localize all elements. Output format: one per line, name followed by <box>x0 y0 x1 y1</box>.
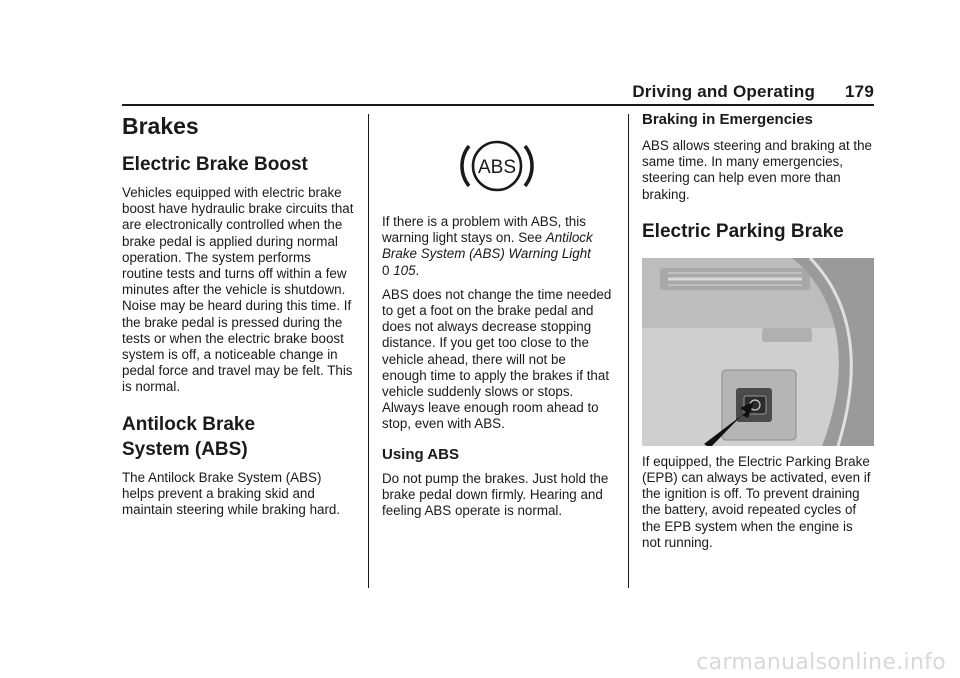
heading-electric-brake-boost: Electric Brake Boost <box>122 154 308 175</box>
section-title: Driving and Operating <box>632 82 816 101</box>
abs-warning-paragraph <box>382 214 612 279</box>
heading-braking-emergencies: Braking in Emergencies <box>642 111 813 128</box>
header-rule <box>122 104 874 106</box>
page-header <box>122 82 874 102</box>
page-reference[interactable]: 105 <box>393 262 416 278</box>
cross-reference-link[interactable]: Antilock Brake System (ABS) Warning Light <box>382 230 593 262</box>
heading-electric-parking-brake: Electric Parking Brake <box>642 220 844 242</box>
page-ref-arrow-icon: 0 <box>382 262 390 278</box>
abs-heading-line1: Antilock Brake <box>122 413 256 435</box>
heading-antilock-brake <box>122 412 354 462</box>
column-divider <box>368 114 369 588</box>
page-number: 179 <box>845 82 874 101</box>
column-2 <box>382 110 612 519</box>
column-divider <box>628 114 629 588</box>
epb-switch-photo <box>642 258 874 446</box>
column-3 <box>642 110 874 551</box>
ebb-paragraph: Vehicles equipped with electric brake boost have hydraulic brake circuits that are electronically controlled when the brake pedal is applied during normal operation. The system performs routine tests and turns off within a few minutes after the vehicle is shutdown. Noise may be heard during this time. If the brake pedal is pressed during the tests or when the electric brake boost system is off, a noticeable change in pedal force and travel may be felt. This is normal. <box>122 185 354 395</box>
watermark: carmanualsonline.info <box>696 650 946 675</box>
heading-using-abs: Using ABS <box>382 445 459 463</box>
period: . <box>415 262 420 278</box>
abs-note-paragraph: ABS does not change the time needed to get a foot on the brake pedal and does not always decrease stopping distance. If you get too close to the vehicle ahead, there will not be enough time to apply the brakes if that vehicle suddenly slows or stops. Always leave enough room ahead to stop, even with ABS. <box>382 286 612 432</box>
abs-paragraph: The Antilock Brake System (ABS) helps prevent a braking skid and maintain steering while braking hard. <box>122 469 341 518</box>
page-title: Brakes <box>122 113 199 139</box>
column-1 <box>122 110 354 518</box>
abs-icon-label: ABS <box>477 157 517 178</box>
abs-heading-line2: System (ABS) <box>122 438 248 460</box>
warning-text: If there is a problem with ABS, this warning light stays on. See <box>382 214 586 246</box>
epb-paragraph: If equipped, the Electric Parking Brake (EPB) can always be activated, even if the ignition is off. To prevent draining the battery, avoid repeated cycles of the EPB system when the engine is not running. <box>642 453 871 550</box>
emergencies-paragraph: ABS allows steering and braking at the same time. In many emergencies, steering can help even more than braking. <box>642 138 873 202</box>
using-abs-paragraph: Do not pump the brakes. Just hold the brake pedal down firmly. Hearing and feeling ABS operate is normal. <box>382 470 609 519</box>
abs-warning-light-icon <box>454 126 540 206</box>
